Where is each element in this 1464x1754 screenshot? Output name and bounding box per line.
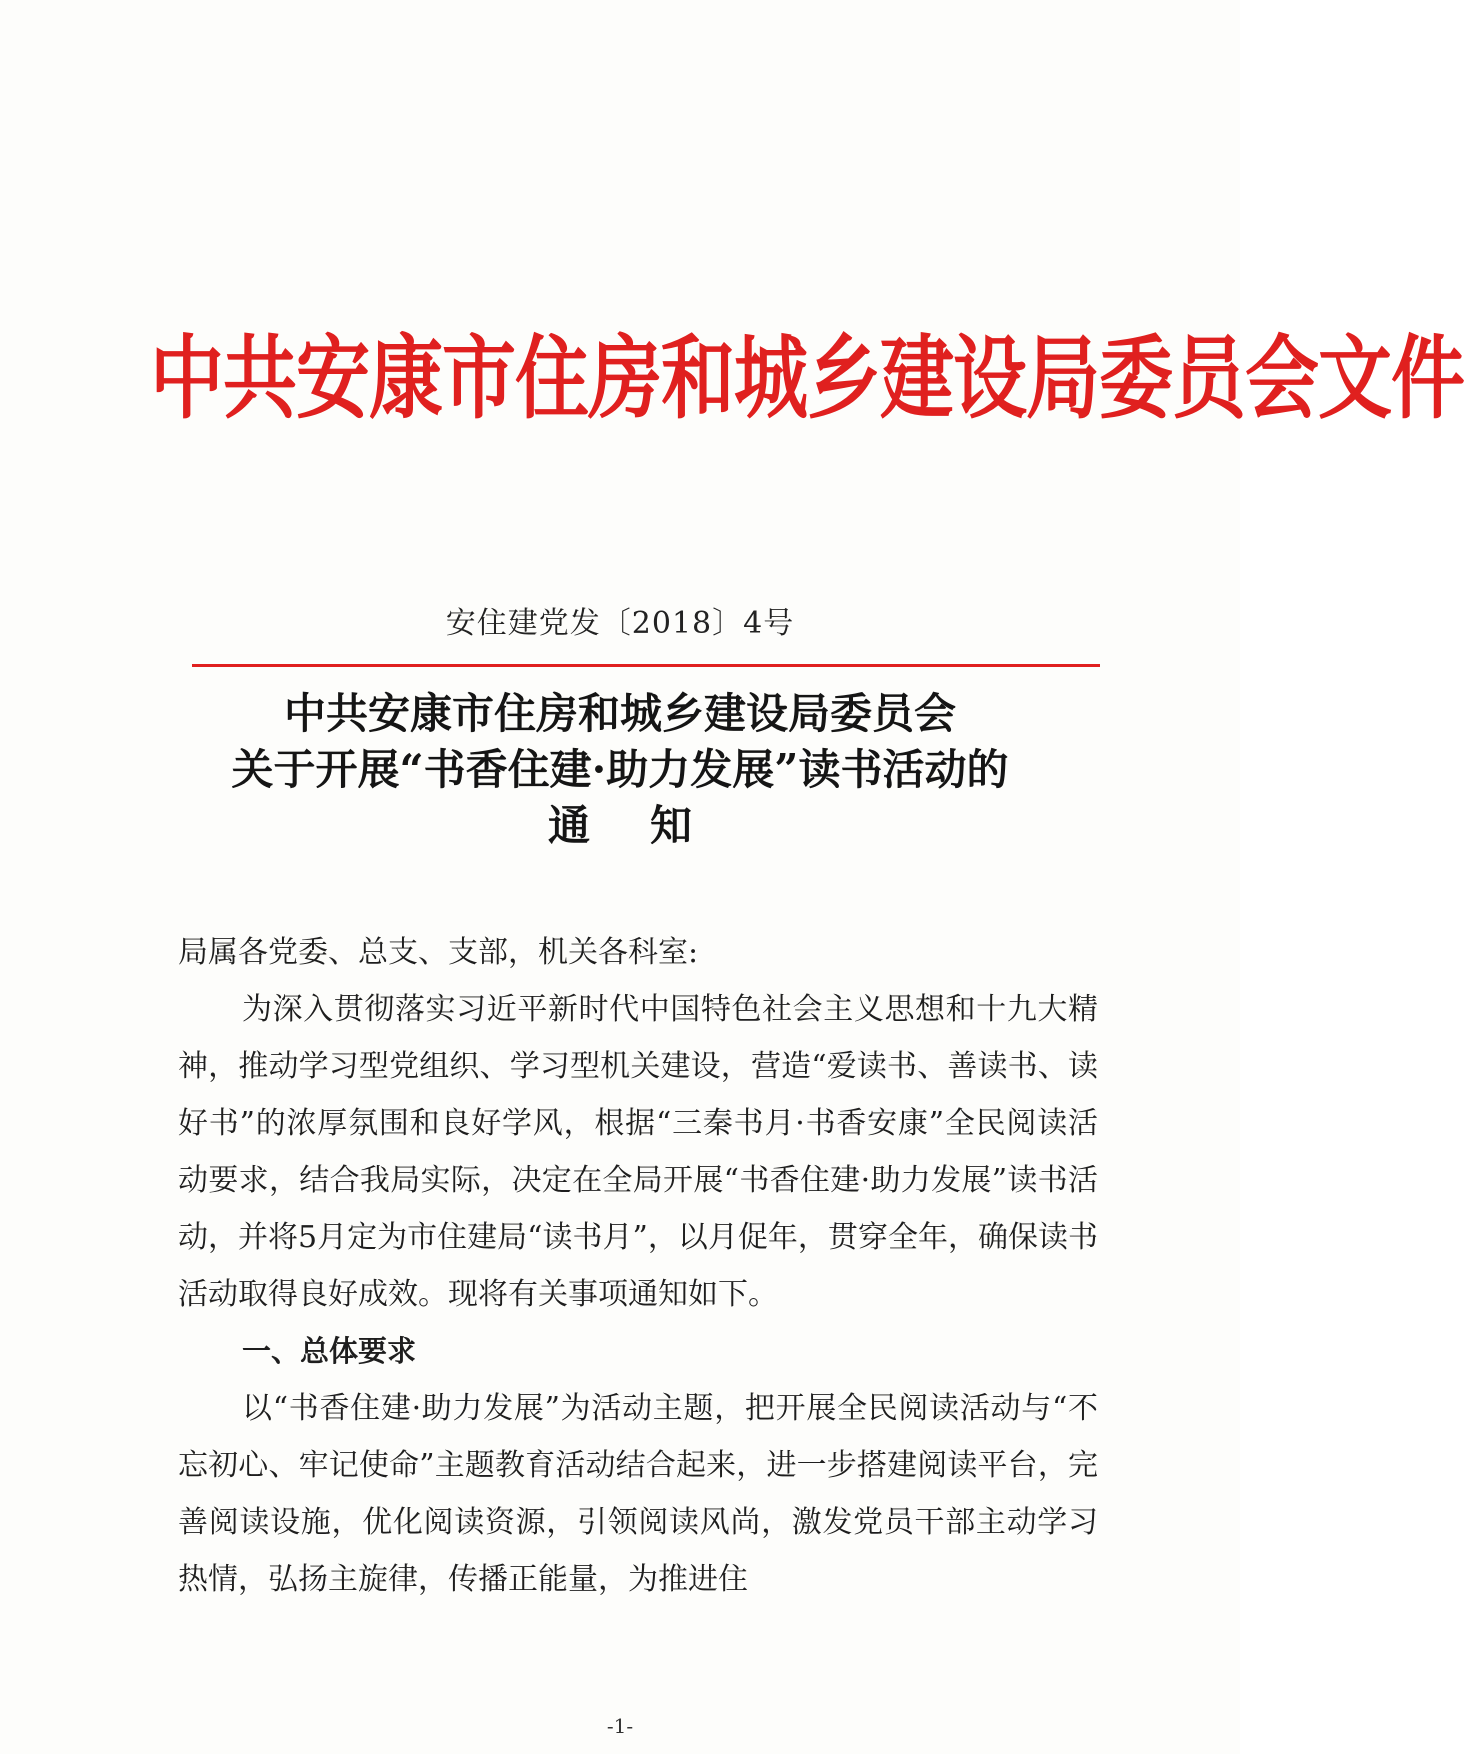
notice-title-line-1: 中共安康市住房和城乡建设局委员会 (283, 689, 956, 738)
body-paragraph-1: 为深入贯彻落实习近平新时代中国特色社会主义思想和十九大精神，推动学习型党组织、学习型机关建设，营造“爱读书、善读书、读好书”的浓厚氛围和良好学风，根据“三秦书月·书香安康”全民阅读活动要求，结合我局实际，决定在全局开展“书香住建·助力发展”读书活动，并将5月定为市住建局“读书月”，以月促年，贯穿全年，确保读书活动取得良好成效。现将有关事项通知如下。 (178, 992, 1098, 1312)
salutation: 局属各党委、总支、支部，机关各科室: (178, 935, 699, 970)
document-body (178, 924, 1098, 1608)
body-paragraph-2: 以“书香住建·助力发展”为活动主题，把开展全民阅读活动与“不忘初心、牢记使命”主题教育活动结合起来，进一步搭建阅读平台，完善阅读设施，优化阅读资源，引领阅读风尚，激发党员干部主动学习热情，弘扬主旋律，传播正能量，为推进住 (178, 1391, 1098, 1597)
red-divider-line (192, 664, 1100, 667)
page-number: -1- (606, 1714, 634, 1738)
document-number: 安住建党发〔2018〕4号 (445, 606, 795, 641)
notice-title (150, 686, 1090, 854)
notice-title-line-3: 通知 (547, 801, 752, 850)
document-header-title: 中共安康市住房和城乡建设局委员会文件 (150, 326, 1464, 432)
notice-title-line-2: 关于开展“书香住建·助力发展”读书活动的 (231, 745, 1009, 794)
section-heading-1: 一、总体要求 (242, 1334, 417, 1368)
